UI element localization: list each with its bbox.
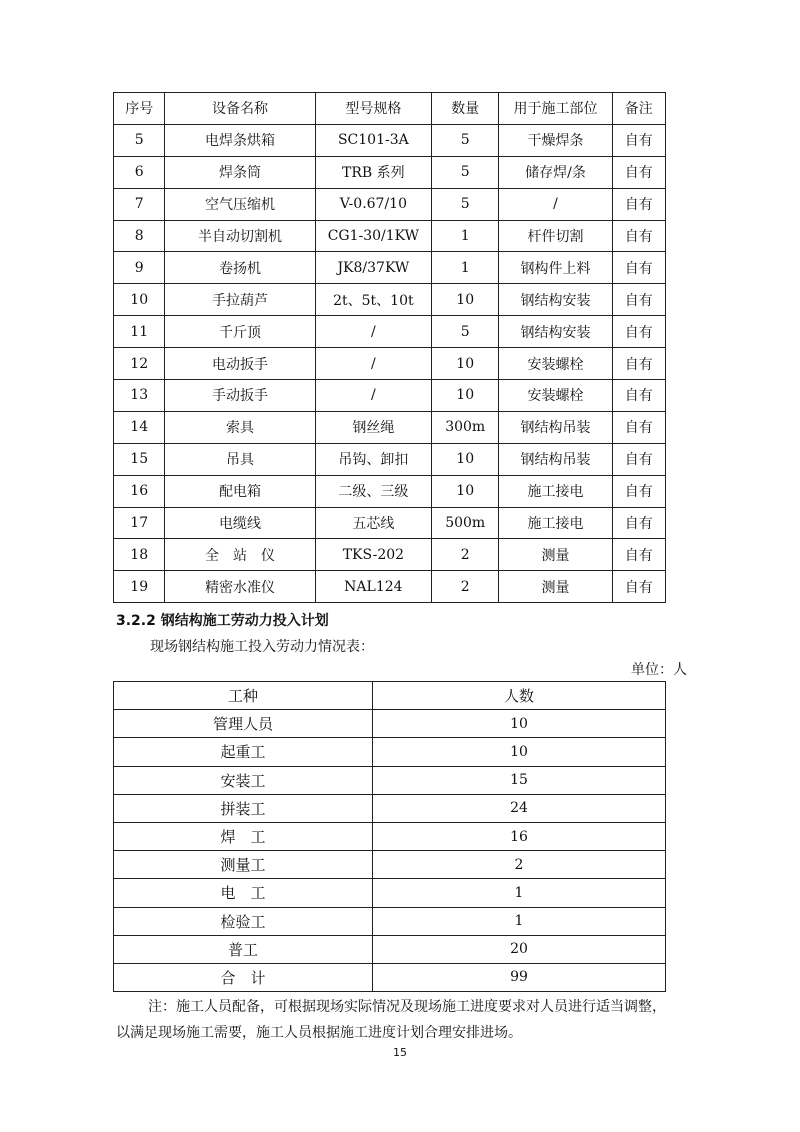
- table-cell: 测量: [499, 539, 612, 571]
- table-cell: 10: [432, 443, 499, 475]
- table-cell: 14: [114, 411, 165, 443]
- table-row: [114, 935, 666, 963]
- table-cell: 2t、5t、10t: [315, 284, 431, 316]
- table-cell: 1: [432, 252, 499, 284]
- table-cell: 自有: [612, 156, 665, 188]
- table-row: [114, 348, 666, 380]
- table-cell: 15: [114, 443, 165, 475]
- table-cell: 2: [432, 571, 499, 603]
- table-cell: /: [315, 316, 431, 348]
- table-cell: /: [315, 380, 431, 412]
- table-row: [114, 851, 666, 879]
- table-cell: 9: [114, 252, 165, 284]
- table-cell: 焊 工: [114, 822, 373, 850]
- table-cell: 自有: [612, 252, 665, 284]
- table-cell: 空气压缩机: [165, 188, 315, 220]
- table-cell: 自有: [612, 188, 665, 220]
- table-cell: JK8/37KW: [315, 252, 431, 284]
- table-cell: 钢结构安装: [499, 316, 612, 348]
- labor-header-row: [114, 682, 666, 710]
- table-cell: 钢结构吊装: [499, 443, 612, 475]
- intro-text: 现场钢结构施工投入劳动力情况表：: [150, 639, 374, 655]
- section-heading: 3.2.2 钢结构施工劳动力投入计划: [116, 613, 329, 629]
- table-row: [114, 539, 666, 571]
- table-cell: 自有: [612, 220, 665, 252]
- table-cell: 自有: [612, 124, 665, 156]
- table-cell: 钢结构吊装: [499, 411, 612, 443]
- table-cell: 300m: [432, 411, 499, 443]
- table-cell: 99: [373, 963, 666, 991]
- table-row: [114, 443, 666, 475]
- table-row: [114, 507, 666, 539]
- table-cell: 五芯线: [315, 507, 431, 539]
- table-cell: 半自动切割机: [165, 220, 315, 252]
- table-cell: 11: [114, 316, 165, 348]
- table-cell: 吊具: [165, 443, 315, 475]
- header-job-type: 工种: [114, 682, 373, 710]
- table-cell: 8: [114, 220, 165, 252]
- table-cell: V-0.67/10: [315, 188, 431, 220]
- table-cell: 1: [432, 220, 499, 252]
- table-row: [114, 124, 666, 156]
- table-cell: 自有: [612, 475, 665, 507]
- table-row: [114, 220, 666, 252]
- table-row: [114, 571, 666, 603]
- table-cell: 16: [114, 475, 165, 507]
- table-cell: 储存焊/条: [499, 156, 612, 188]
- table-cell: 10: [114, 284, 165, 316]
- table-cell: 杆件切割: [499, 220, 612, 252]
- table-cell: 10: [373, 738, 666, 766]
- table-cell: CG1-30/1KW: [315, 220, 431, 252]
- table-cell: TRB 系列: [315, 156, 431, 188]
- table-cell: 千斤顶: [165, 316, 315, 348]
- page-number: 15: [393, 1046, 407, 1059]
- table-cell: 10: [432, 380, 499, 412]
- table-cell: 电焊条烘箱: [165, 124, 315, 156]
- table-cell: /: [315, 348, 431, 380]
- table-cell: 2: [373, 851, 666, 879]
- table-row: [114, 411, 666, 443]
- table-cell: 自有: [612, 571, 665, 603]
- table-cell: 20: [373, 935, 666, 963]
- unit-label: 单位：人: [631, 662, 687, 678]
- header-serial: 序号: [114, 93, 165, 125]
- table-cell: 10: [373, 710, 666, 738]
- table-cell: 手拉葫芦: [165, 284, 315, 316]
- table-row: [114, 963, 666, 991]
- table-cell: 安装螺栓: [499, 380, 612, 412]
- table-cell: 施工接电: [499, 475, 612, 507]
- table-row: [114, 794, 666, 822]
- table-cell: 12: [114, 348, 165, 380]
- table-cell: 测量: [499, 571, 612, 603]
- table-cell: 钢结构安装: [499, 284, 612, 316]
- table-row: [114, 316, 666, 348]
- table-cell: 18: [114, 539, 165, 571]
- table-cell: 起重工: [114, 738, 373, 766]
- table-row: [114, 156, 666, 188]
- table-cell: 7: [114, 188, 165, 220]
- header-device-name: 设备名称: [165, 93, 315, 125]
- table-row: [114, 907, 666, 935]
- table-cell: 1: [373, 907, 666, 935]
- header-remark: 备注: [612, 93, 665, 125]
- table-cell: 自有: [612, 507, 665, 539]
- table-cell: 自有: [612, 348, 665, 380]
- table-cell: 普工: [114, 935, 373, 963]
- header-usage: 用于施工部位: [499, 93, 612, 125]
- table-cell: 5: [114, 124, 165, 156]
- table-cell: 17: [114, 507, 165, 539]
- table-cell: 10: [432, 475, 499, 507]
- table-cell: 干燥焊条: [499, 124, 612, 156]
- table-row: [114, 380, 666, 412]
- table-cell: 全 站 仪: [165, 539, 315, 571]
- table-cell: 检验工: [114, 907, 373, 935]
- table-cell: SC101-3A: [315, 124, 431, 156]
- table-cell: 24: [373, 794, 666, 822]
- table-row: [114, 766, 666, 794]
- table-cell: 5: [432, 316, 499, 348]
- table-cell: 安装螺栓: [499, 348, 612, 380]
- table-row: [114, 188, 666, 220]
- table-cell: 配电箱: [165, 475, 315, 507]
- table-cell: 测量工: [114, 851, 373, 879]
- table-cell: NAL124: [315, 571, 431, 603]
- table-cell: 管理人员: [114, 710, 373, 738]
- table-cell: 自有: [612, 380, 665, 412]
- table-row: [114, 475, 666, 507]
- equipment-table: [113, 92, 666, 603]
- table-cell: 自有: [612, 411, 665, 443]
- table-cell: 手动扳手: [165, 380, 315, 412]
- table-cell: TKS-202: [315, 539, 431, 571]
- table-cell: 钢丝绳: [315, 411, 431, 443]
- table-row: [114, 738, 666, 766]
- table-cell: 电 工: [114, 879, 373, 907]
- table-cell: 5: [432, 124, 499, 156]
- header-model: 型号规格: [315, 93, 431, 125]
- table-cell: 16: [373, 822, 666, 850]
- table-cell: 二级、三级: [315, 475, 431, 507]
- table-cell: 500m: [432, 507, 499, 539]
- table-row: [114, 284, 666, 316]
- table-cell: 自有: [612, 316, 665, 348]
- table-cell: 安装工: [114, 766, 373, 794]
- table-cell: 电动扳手: [165, 348, 315, 380]
- table-cell: 5: [432, 188, 499, 220]
- table-cell: 1: [373, 879, 666, 907]
- table-cell: 自有: [612, 284, 665, 316]
- table-cell: 电缆线: [165, 507, 315, 539]
- table-cell: 10: [432, 348, 499, 380]
- table-cell: 卷扬机: [165, 252, 315, 284]
- table-cell: 吊钩、卸扣: [315, 443, 431, 475]
- table-cell: 5: [432, 156, 499, 188]
- labor-table: [113, 681, 666, 992]
- table-cell: 15: [373, 766, 666, 794]
- table-cell: 合 计: [114, 963, 373, 991]
- note-text: 注：施工人员配备，可根据现场实际情况及现场施工进度要求对人员进行适当调整，以满足现场施工需要，施工人员根据施工进度计划合理安排进场。: [116, 999, 666, 1041]
- table-cell: 10: [432, 284, 499, 316]
- equipment-header-row: [114, 93, 666, 125]
- table-cell: 钢构件上料: [499, 252, 612, 284]
- table-cell: 焊条筒: [165, 156, 315, 188]
- header-headcount: 人数: [373, 682, 666, 710]
- table-cell: 精密水准仪: [165, 571, 315, 603]
- table-cell: /: [499, 188, 612, 220]
- table-cell: 索具: [165, 411, 315, 443]
- header-quantity: 数量: [432, 93, 499, 125]
- table-row: [114, 710, 666, 738]
- table-cell: 施工接电: [499, 507, 612, 539]
- table-row: [114, 879, 666, 907]
- table-cell: 6: [114, 156, 165, 188]
- table-cell: 自有: [612, 443, 665, 475]
- table-row: [114, 252, 666, 284]
- table-cell: 2: [432, 539, 499, 571]
- table-cell: 19: [114, 571, 165, 603]
- table-row: [114, 822, 666, 850]
- table-cell: 自有: [612, 539, 665, 571]
- table-cell: 13: [114, 380, 165, 412]
- table-cell: 拼装工: [114, 794, 373, 822]
